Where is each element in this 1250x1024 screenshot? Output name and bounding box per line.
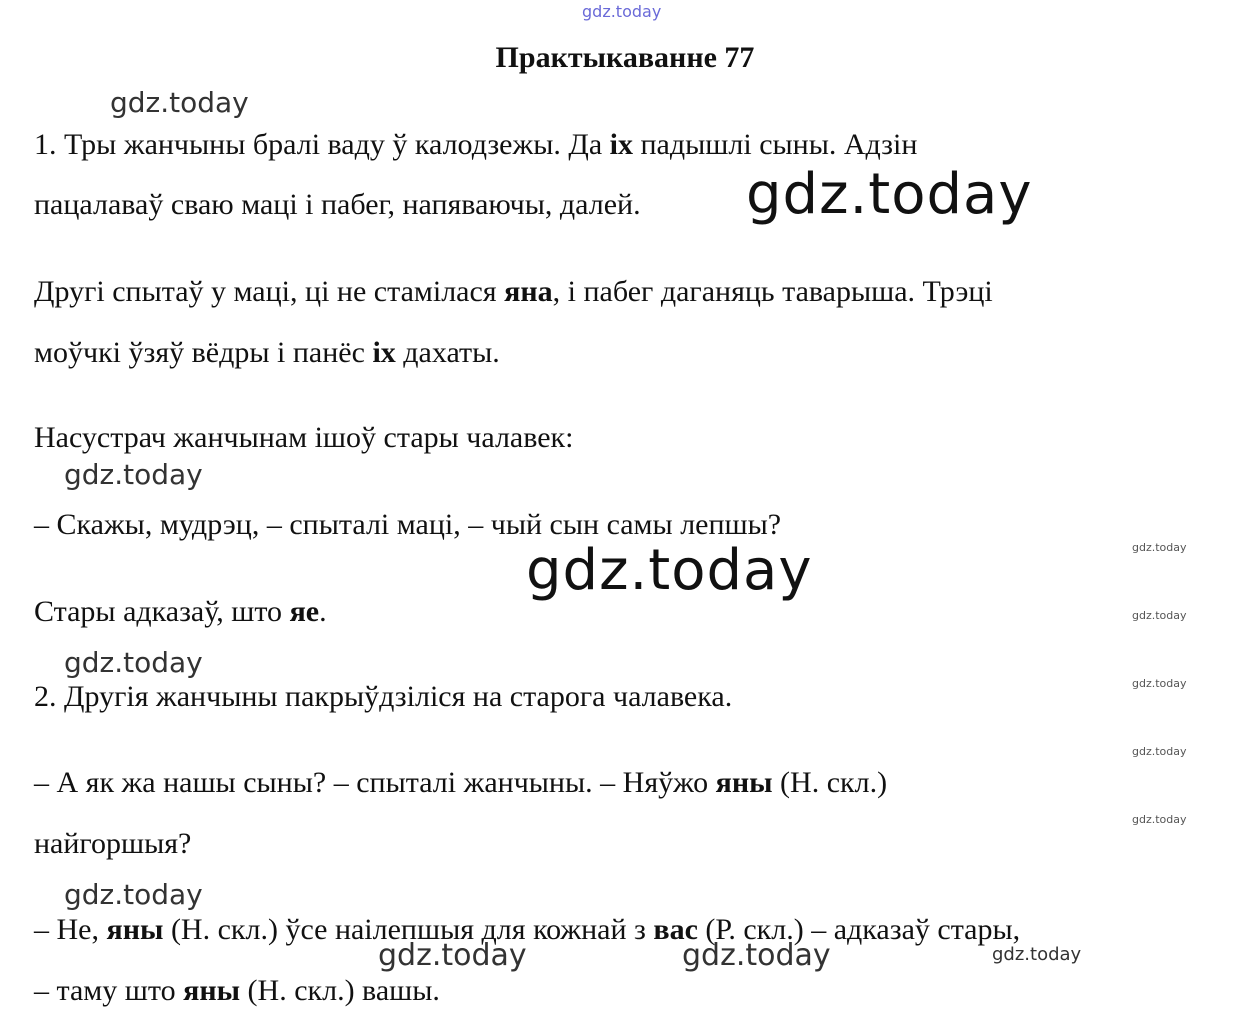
watermark-top: gdz.today	[582, 2, 662, 21]
watermark-tiny: gdz.today	[1132, 677, 1187, 690]
text-line: пацалаваў сваю маці і пабег, напяваючы, далей.	[34, 188, 641, 221]
text-line: Стары адказаў, што яе.	[34, 595, 327, 628]
text-line: – Не, яны (Н. скл.) ўсе наілепшыя для кожнай з вас (Р. скл.) – адказаў стары,	[34, 913, 1021, 946]
watermark-tiny: gdz.today	[1132, 813, 1187, 826]
watermark-large: gdz.today	[746, 162, 1033, 227]
text-line: – Скажы, мудрэц, – спыталі маці, – чый сын самы лепшы?	[34, 508, 782, 541]
watermark-tiny: gdz.today	[1132, 609, 1187, 622]
text-line: 1. Тры жанчыны бралі ваду ў калодзежы. Да іх падышлі сыны. Адзін	[34, 128, 918, 161]
watermark-tiny: gdz.today	[1132, 541, 1187, 554]
text-line: – таму што яны (Н. скл.) вашы.	[34, 974, 440, 1007]
text-line: Другі спытаў у маці, ці не стамілася яна, і пабег даганяць таварыша. Трэці	[34, 275, 993, 308]
watermark: gdz.today	[682, 938, 831, 973]
text-line: найгоршыя?	[34, 827, 192, 860]
text-line: Насустрач жанчынам ішоў стары чалавек:	[34, 421, 574, 454]
text-line: – А як жа нашы сыны? – спыталі жанчыны. – Няўжо яны (Н. скл.)	[34, 766, 888, 799]
watermark: gdz.today	[110, 86, 249, 119]
watermark: gdz.today	[992, 944, 1082, 965]
watermark: gdz.today	[64, 458, 203, 491]
watermark-large: gdz.today	[526, 538, 813, 603]
page-title: Практыкаванне 77	[495, 41, 755, 74]
watermark: gdz.today	[378, 938, 527, 973]
text-line: 2. Другія жанчыны пакрыўдзіліся на старога чалавека.	[34, 680, 733, 713]
watermark: gdz.today	[64, 878, 203, 911]
watermark-tiny: gdz.today	[1132, 745, 1187, 758]
text-line: моўчкі ўзяў вёдры і панёс іх дахаты.	[34, 336, 500, 369]
watermark: gdz.today	[64, 646, 203, 679]
